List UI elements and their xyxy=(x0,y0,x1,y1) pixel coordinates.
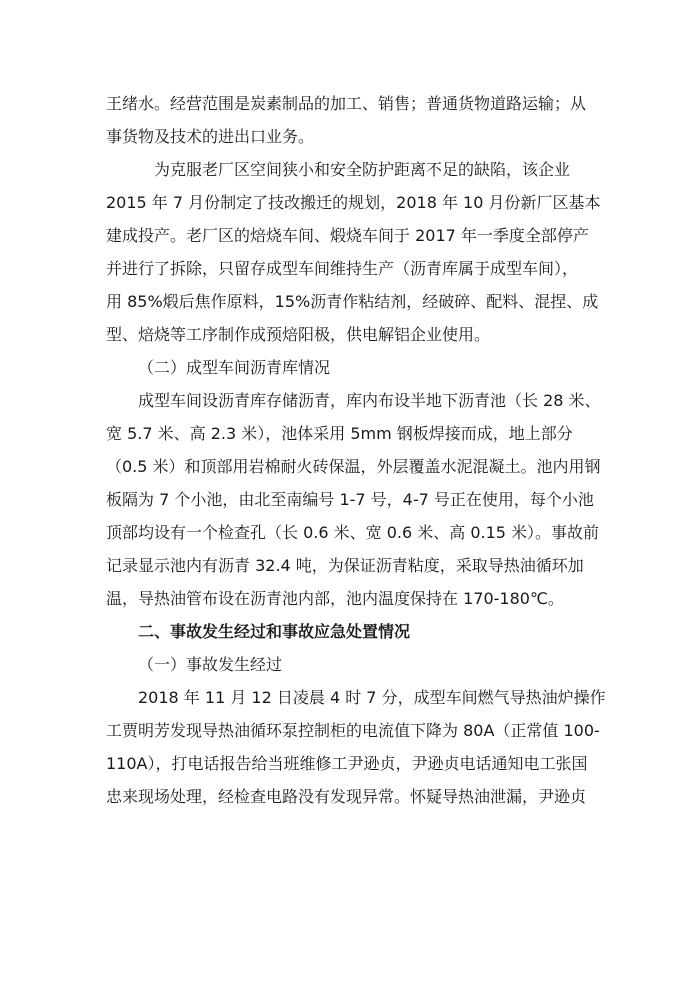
document-body xyxy=(106,87,606,813)
subsection-heading: （二）成型车间沥青库情况 xyxy=(138,358,331,377)
paragraph-start: 成型车间设沥青库存储沥青，库内布设半地下沥青池（长 28 米、 xyxy=(138,391,601,410)
text-line: 顶部均设有一个检查孔（长 0.6 米、宽 0.6 米、高 0.15 米）。事故前 xyxy=(106,523,600,542)
text-line: （0.5 米）和顶部用岩棉耐火砖保温，外层覆盖水泥混凝土。池内用钢 xyxy=(106,457,601,476)
text-line: 型、焙烧等工序制作成预焙阳极，供电解铝企业使用。 xyxy=(106,325,491,344)
text-line: 温，导热油管布设在沥青池内部，池内温度保持在 170-180℃。 xyxy=(106,589,564,608)
text-line: 记录显示池内有沥青 32.4 吨，为保证沥青粘度，采取导热油循环加 xyxy=(106,556,584,575)
subsection-heading: （一）事故发生经过 xyxy=(138,655,283,674)
text-line: 110A），打电话报告给当班维修工尹逊贞，尹逊贞电话通知电工张国 xyxy=(106,754,588,773)
paragraph-start: 2018 年 11 月 12 日凌晨 4 时 7 分，成型车间燃气导热油炉操作 xyxy=(138,688,606,707)
text-line: 板隔为 7 个小池，由北至南编号 1-7 号，4-7 号正在使用，每个小池 xyxy=(106,490,594,509)
text-line: 工贾明芳发现导热油循环泵控制柜的电流值下降为 80A（正常值 100- xyxy=(106,721,600,740)
text-line: 宽 5.7 米、高 2.3 米），池体采用 5mm 钢板焊接而成，地上部分 xyxy=(106,424,573,443)
section-heading: 二、事故发生经过和事故应急处置情况 xyxy=(138,622,411,641)
text-line: 用 85%煅后焦作原料，15%沥青作粘结剂，经破碎、配料、混捏、成 xyxy=(106,292,599,311)
text-line: 并进行了拆除，只留存成型车间维持生产（沥青库属于成型车间）， xyxy=(106,259,579,278)
text-line: 建成投产。老厂区的焙烧车间、煅烧车间于 2017 年一季度全部停产 xyxy=(106,226,589,245)
text-line: 王绪水。经营范围是炭素制品的加工、销售；普通货物道路运输；从 xyxy=(106,94,587,113)
text-line: 忠来现场处理，经检查电路没有发现异常。怀疑导热油泄漏，尹逊贞 xyxy=(106,787,587,806)
text-line: 2015 年 7 月份制定了技改搬迁的规划，2018 年 10 月份新厂区基本 xyxy=(106,193,601,212)
text-line: 事货物及技术的进出口业务。 xyxy=(106,127,315,146)
paragraph-start: 为克服老厂区空间狭小和安全防护距离不足的缺陷，该企业 xyxy=(154,160,571,179)
